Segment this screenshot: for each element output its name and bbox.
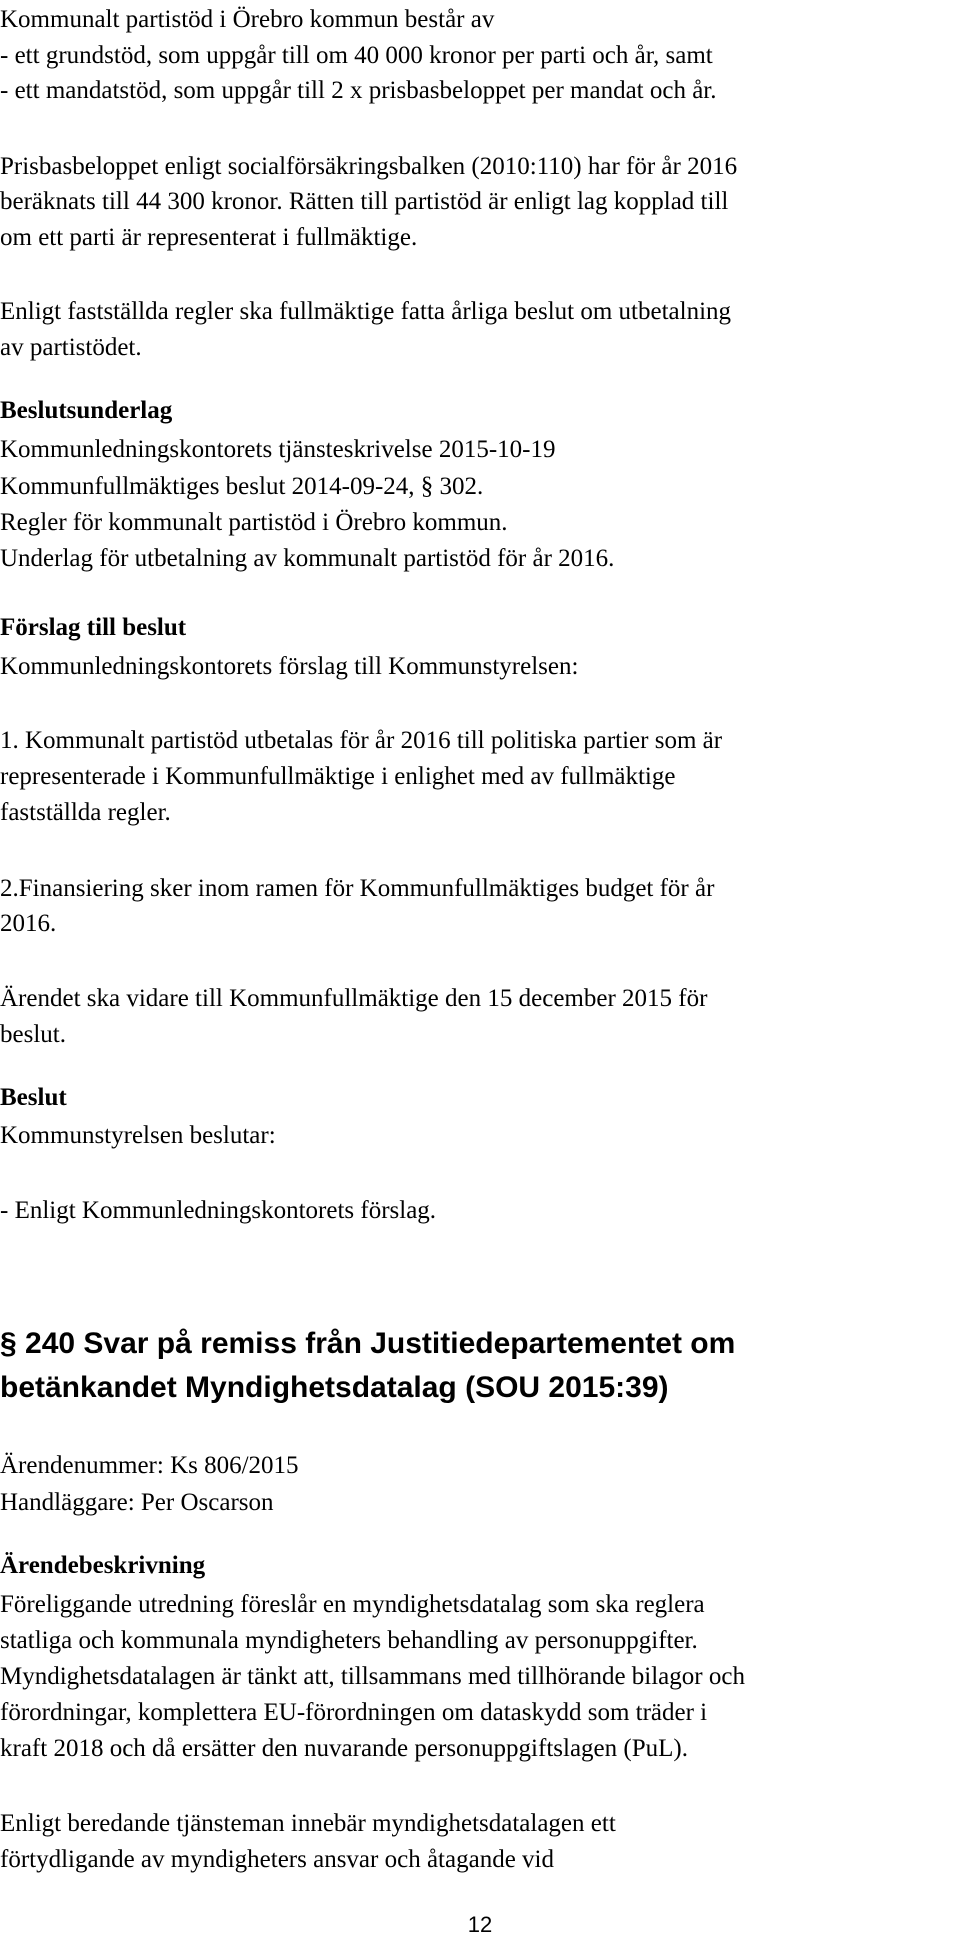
- text-line: Regler för kommunalt partistöd i Örebro kommun.: [0, 509, 508, 536]
- text-line: kraft 2018 och då ersätter den nuvarande personuppgiftslagen (PuL).: [0, 1735, 688, 1762]
- text-line: om ett parti är representerat i fullmäktige.: [0, 224, 418, 251]
- text-line: 1. Kommunalt partistöd utbetalas för år 2016 till politiska partier som är: [0, 727, 723, 754]
- text-line: Kommunfullmäktiges beslut 2014-09-24, § 302.: [0, 473, 484, 500]
- text-line: Ärendet ska vidare till Kommunfullmäktige den 15 december 2015 för: [0, 985, 708, 1012]
- page-number: 12: [467, 1912, 493, 1937]
- text-line: - ett grundstöd, som uppgår till om 40 000 kronor per parti och år, samt: [0, 42, 713, 69]
- text-line: Enligt fastställda regler ska fullmäktige fatta årliga beslut om utbetalning: [0, 298, 732, 325]
- text-line: Enligt beredande tjänsteman innebär myndighetsdatalagen ett: [0, 1810, 616, 1837]
- text-line: Myndighetsdatalagen är tänkt att, tillsammans med tillhörande bilagor och: [0, 1663, 745, 1690]
- text-line: - Enligt Kommunledningskontorets förslag.: [0, 1197, 437, 1224]
- text-line: Handläggare: Per Oscarson: [0, 1489, 274, 1516]
- item-heading: § 240 Svar på remiss från Justitiedepartementet om: [0, 1327, 736, 1360]
- text-line: förtydligande av myndigheters ansvar och åtagande vid: [0, 1846, 554, 1873]
- text-line: av partistödet.: [0, 334, 142, 361]
- text-line: Föreliggande utredning föreslår en myndighetsdatalag som ska reglera: [0, 1591, 705, 1618]
- text-line: beslut.: [0, 1021, 66, 1048]
- text-line: 2016.: [0, 910, 57, 937]
- text-line: 2.Finansiering sker inom ramen för Kommunfullmäktiges budget för år: [0, 875, 715, 902]
- text-line: statliga och kommunala myndigheters behandling av personuppgifter.: [0, 1627, 698, 1654]
- item-heading: betänkandet Myndighetsdatalag (SOU 2015:39): [0, 1371, 669, 1404]
- section-heading: Beslut: [0, 1084, 67, 1111]
- section-heading: Ärendebeskrivning: [0, 1552, 206, 1579]
- section-heading: Beslutsunderlag: [0, 397, 173, 424]
- section-heading: Förslag till beslut: [0, 614, 187, 641]
- text-line: - ett mandatstöd, som uppgår till 2 x prisbasbeloppet per mandat och år.: [0, 77, 717, 104]
- text-line: fastställda regler.: [0, 799, 171, 826]
- text-line: Kommunledningskontorets tjänsteskrivelse 2015-10-19: [0, 436, 556, 463]
- text-line: representerade i Kommunfullmäktige i enlighet med av fullmäktige: [0, 763, 676, 790]
- text-line: Underlag för utbetalning av kommunalt partistöd för år 2016.: [0, 545, 615, 572]
- text-line: Kommunledningskontorets förslag till Kommunstyrelsen:: [0, 653, 579, 680]
- text-line: Kommunstyrelsen beslutar:: [0, 1122, 276, 1149]
- text-line: förordningar, komplettera EU-förordningen om dataskydd som träder i: [0, 1699, 708, 1726]
- text-line: Kommunalt partistöd i Örebro kommun består av: [0, 6, 495, 33]
- text-line: Prisbasbeloppet enligt socialförsäkringsbalken (2010:110) har för år 2016: [0, 153, 738, 180]
- text-line: beräknats till 44 300 kronor. Rätten till partistöd är enligt lag kopplad till: [0, 188, 729, 215]
- text-line: Ärendenummer: Ks 806/2015: [0, 1452, 299, 1479]
